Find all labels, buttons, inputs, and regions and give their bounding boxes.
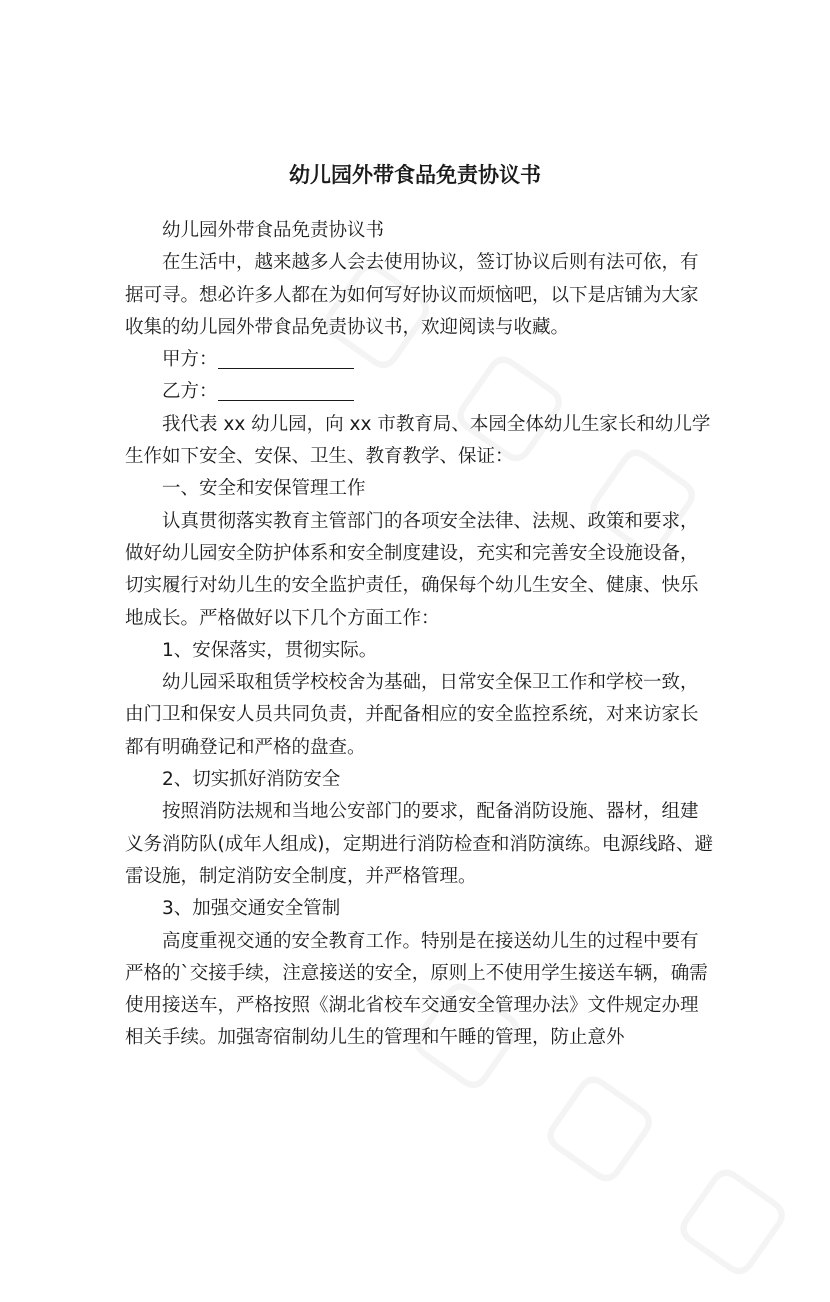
party-a-label: 甲方： bbox=[162, 349, 218, 371]
subheading-3: 3、加强交通安全管制 bbox=[162, 898, 341, 920]
paragraph-intro: 在生活中，越来越多人会去使用协议，签订协议后则有法可依，有据可寻。想必许多人都在为如何写好协议而烦恼吧，以下是店铺为大家收集的幼儿园外带食品免责协议书，欢迎阅读与收藏。 bbox=[125, 252, 699, 338]
paragraph-subtitle: 幼儿园外带食品免责协议书 bbox=[162, 220, 385, 241]
party-b-line bbox=[125, 376, 715, 408]
paragraph-fire: 按照消防法规和当地公安部门的要求，配备消防设施、器材，组建义务消防队(成年人组成)，定期进行消防检查和消防演练。电源线路、避雷设施，制定消防安全制度，并严格管理。 bbox=[125, 801, 713, 887]
paragraph-security: 幼儿园采取租赁学校校舍为基础，日常安全保卫工作和学校一致，由门卫和保安人员共同负责，并配备相应的安全监控系统，对来访家长都有明确登记和严格的盘查。 bbox=[125, 672, 699, 758]
subheading-1: 1、安保落实，贯彻实际。 bbox=[162, 639, 378, 661]
party-b-label: 乙方： bbox=[162, 381, 218, 403]
paragraph-traffic: 高度重视交通的安全教育工作。特别是在接送幼儿生的过程中要有严格的`交接手续，注意接送的安全，原则上不使用学生接送车辆，确需使用接送车，严格按照《湖北省校车交通安全管理办法》文件规定办理相关手续。加强寄宿制幼儿生的管理和午睡的管理，防止意外 bbox=[125, 930, 708, 1049]
document-body bbox=[125, 215, 715, 1055]
party-a-blank bbox=[218, 346, 354, 369]
party-b-blank bbox=[218, 378, 354, 401]
section-heading-1: 一、安全和安保管理工作 bbox=[162, 478, 366, 500]
subheading-2: 2、切实抓好消防安全 bbox=[162, 769, 341, 791]
paragraph-statement: 我代表 xx 幼儿园，向 xx 市教育局、本园全体幼儿生家长和幼儿学生作如下安全、安保、卫生、教育教学、保证： bbox=[125, 413, 711, 468]
paragraph-safety: 认真贯彻落实教育主管部门的各项安全法律、法规、政策和要求，做好幼儿园安全防护体系和安全制度建设，充实和完善安全设施设备，切实履行对幼儿生的安全监护责任，确保每个幼儿生安全、健康、快乐地成长。严格做好以下几个方面工作： bbox=[125, 510, 699, 629]
party-a-line bbox=[125, 344, 715, 376]
document-title: 幼儿园外带食品免责协议书 bbox=[289, 163, 541, 187]
